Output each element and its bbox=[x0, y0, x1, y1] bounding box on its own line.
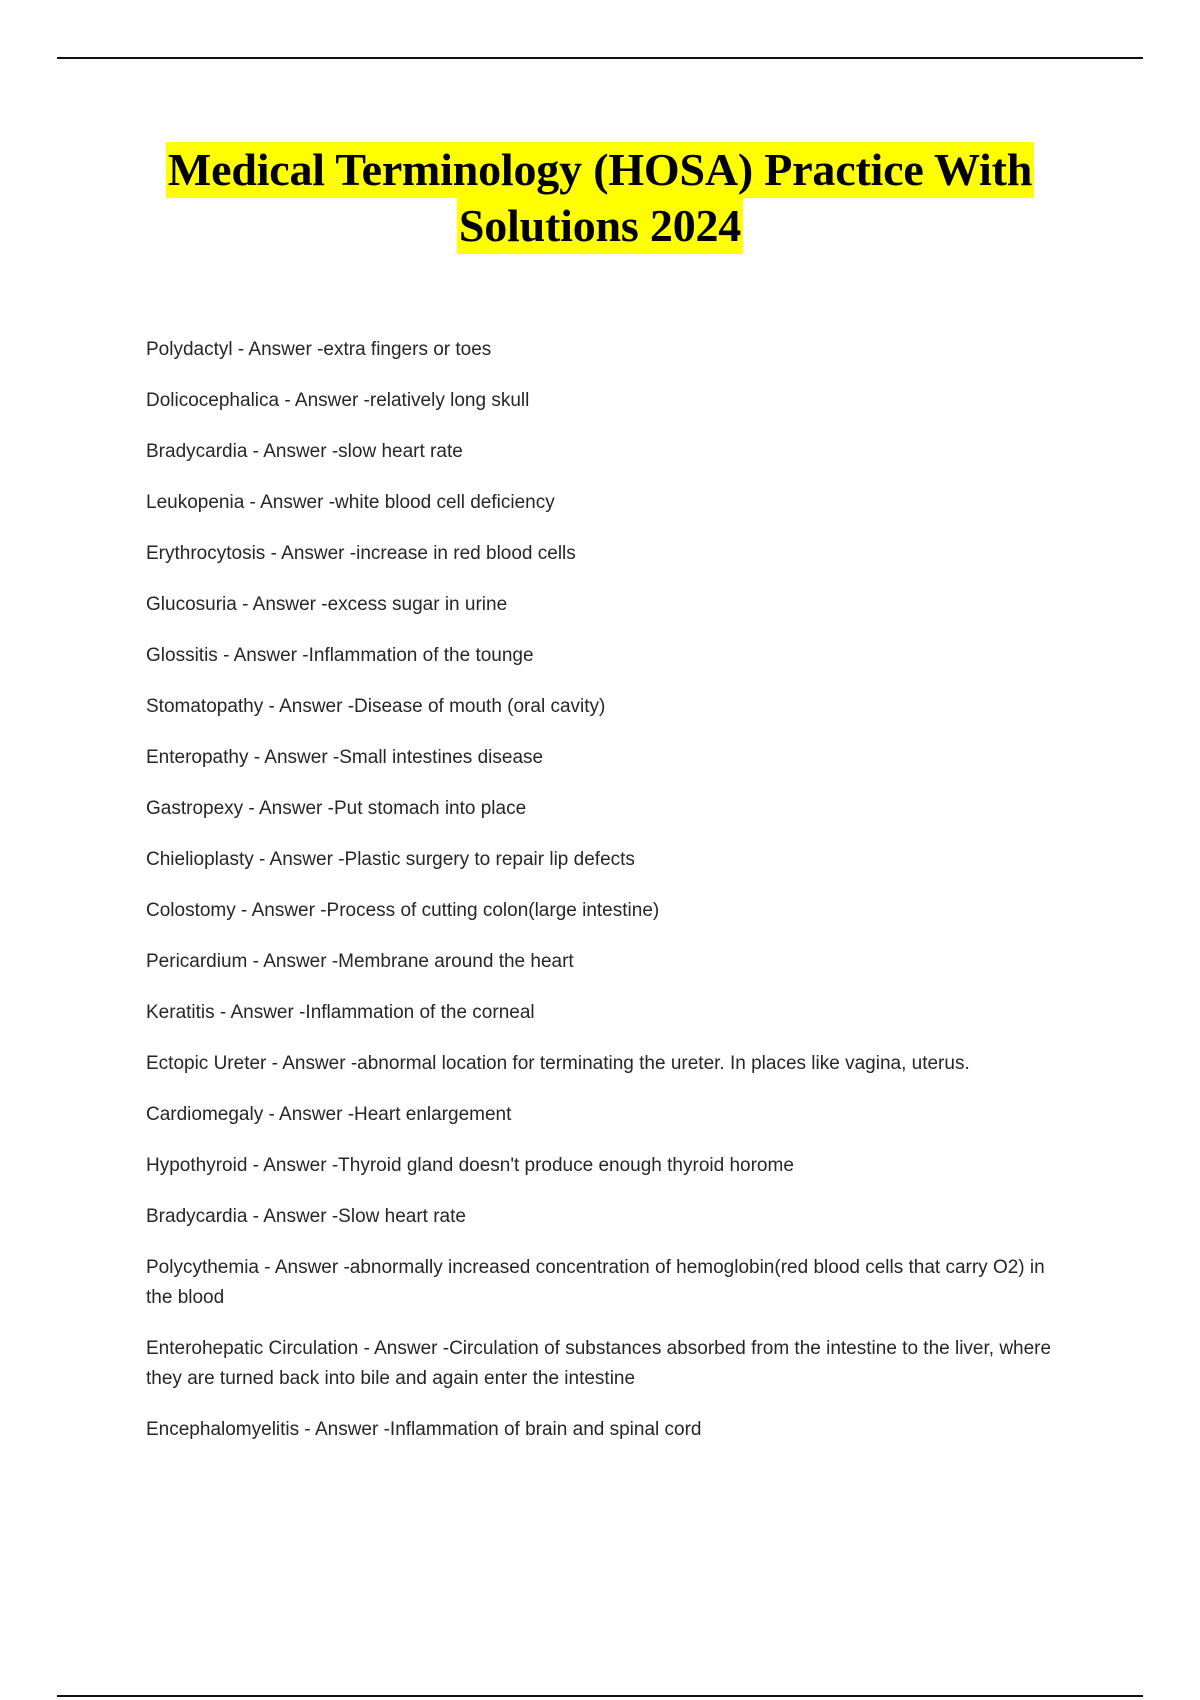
term-entry: Keratitis - Answer -Inflammation of the corneal bbox=[146, 1002, 535, 1023]
term-entry: Colostomy - Answer -Process of cutting colon(large intestine) bbox=[146, 900, 660, 921]
term-entry: Encephalomyelitis - Answer -Inflammation of brain and spinal cord bbox=[146, 1419, 702, 1440]
term-entry: Chielioplasty - Answer -Plastic surgery to repair lip defects bbox=[146, 849, 635, 870]
term-entry: Glucosuria - Answer -excess sugar in urine bbox=[146, 594, 508, 615]
term-entry: Bradycardia - Answer -slow heart rate bbox=[146, 441, 463, 462]
term-entry: Enteropathy - Answer -Small intestines disease bbox=[146, 747, 544, 768]
term-entry: Polycythemia - Answer -abnormally increased concentration of hemoglobin(red blood cells that carry O2) in the blood bbox=[146, 1257, 1045, 1308]
term-entry: Hypothyroid - Answer -Thyroid gland doesn't produce enough thyroid horome bbox=[146, 1155, 794, 1176]
title-line-1: Medical Terminology (HOSA) Practice With bbox=[166, 142, 1034, 198]
document-title bbox=[0, 142, 1200, 254]
term-entry: Stomatopathy - Answer -Disease of mouth (oral cavity) bbox=[146, 696, 606, 717]
term-entry: Leukopenia - Answer -white blood cell deficiency bbox=[146, 492, 555, 513]
term-entry: Glossitis - Answer -Inflammation of the tounge bbox=[146, 645, 534, 666]
term-entry: Bradycardia - Answer -Slow heart rate bbox=[146, 1206, 466, 1227]
term-entry: Pericardium - Answer -Membrane around the heart bbox=[146, 951, 574, 972]
term-entry: Polydactyl - Answer -extra fingers or toes bbox=[146, 339, 492, 360]
top-rule bbox=[57, 57, 1143, 59]
term-entry: Cardiomegaly - Answer -Heart enlargement bbox=[146, 1104, 512, 1125]
term-list bbox=[146, 335, 1076, 1466]
term-entry: Gastropexy - Answer -Put stomach into place bbox=[146, 798, 527, 819]
bottom-rule bbox=[57, 1695, 1143, 1697]
term-entry: Erythrocytosis - Answer -increase in red blood cells bbox=[146, 543, 576, 564]
term-entry: Enterohepatic Circulation - Answer -Circulation of substances absorbed from the intestine to the liver, where they are turned back into bile and again enter the intestine bbox=[146, 1338, 1052, 1389]
title-line-2: Solutions 2024 bbox=[457, 198, 743, 254]
term-entry: Ectopic Ureter - Answer -abnormal location for terminating the ureter. In places like vagina, uterus. bbox=[146, 1053, 970, 1074]
term-entry: Dolicocephalica - Answer -relatively long skull bbox=[146, 390, 530, 411]
